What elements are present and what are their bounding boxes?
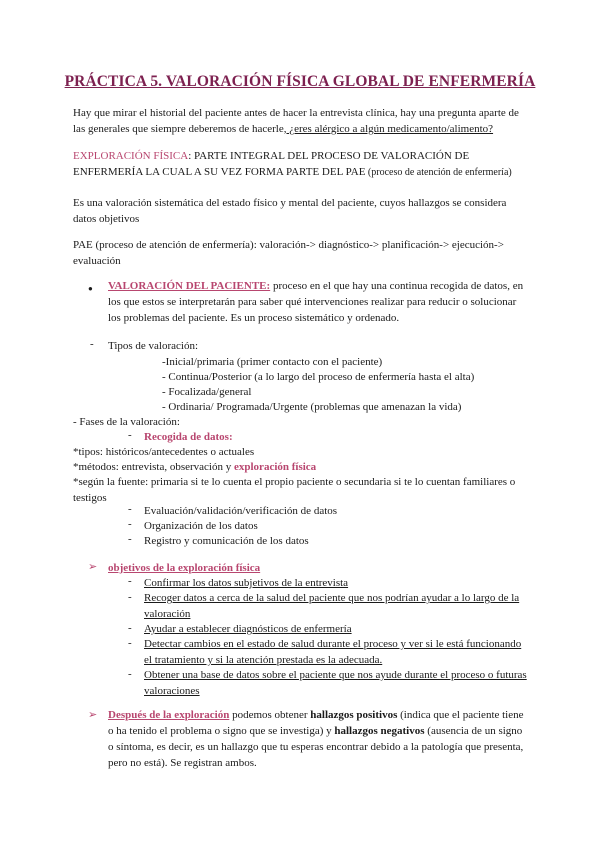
bullet-dash: - bbox=[128, 518, 132, 530]
bullet-dash: - bbox=[128, 429, 132, 441]
objetivo-item: Obtener una base de datos sobre el paciente que nos ayude durante el proceso o futuras valoraciones bbox=[144, 669, 527, 697]
tipos-item: - Ordinaria/ Programada/Urgente (problemas que amenazan la vida) bbox=[162, 401, 462, 413]
bullet-dash: - bbox=[128, 591, 132, 603]
bullet-dot: ● bbox=[88, 284, 93, 293]
tipos-heading: Tipos de valoración: bbox=[108, 340, 199, 352]
tipos-item: - Focalizada/general bbox=[162, 386, 252, 398]
despues-t1: podemos obtener bbox=[229, 709, 311, 721]
objetivo-item: Detectar cambios en el estado de salud durante el proceso y ver si le está funcionando el tratamiento y si la atención prestada es la adecuada. bbox=[144, 638, 522, 666]
pae-paragraph: PAE (proceso de atención de enfermería): valoración-> diagnóstico-> planificación-> ejecución-> evaluación bbox=[73, 239, 504, 267]
bullet-dash: - bbox=[90, 338, 94, 350]
objetivo-item: Recoger datos a cerca de la salud del paciente que nos podrían ayudar a lo largo de la valoración bbox=[144, 592, 520, 620]
metodos-line bbox=[73, 459, 316, 475]
fuente-line: *según la fuente: primaria si te lo cuenta el propio paciente o secundaria si te lo cuentan familiares o testigos bbox=[73, 476, 516, 504]
recogida-label: Recogida de datos: bbox=[144, 431, 233, 443]
metodos-text: *métodos: entrevista, observación y bbox=[73, 461, 234, 473]
bullet-dash: - bbox=[128, 533, 132, 545]
despues-label: Después de la exploración bbox=[108, 709, 230, 721]
arrow-icon: ➢ bbox=[88, 561, 98, 573]
despues-t3: (ausencia de un signo o síntoma, es decir, es un hallazgo que tu esperas encontrar debido a la patología que presenta, pero no está). Se registran ambos. bbox=[108, 725, 524, 769]
bullet-dash: - bbox=[128, 575, 132, 587]
hallazgos-negativos: hallazgos negativos bbox=[334, 725, 425, 737]
bullet-dash: - bbox=[128, 503, 132, 515]
bullet-dash: - bbox=[128, 637, 132, 649]
intro-paragraph bbox=[73, 105, 528, 137]
exploracion-paren: (proceso de atención de enfermería) bbox=[365, 167, 512, 178]
objetivo-item: Confirmar los datos subjetivos de la entrevista bbox=[144, 577, 349, 589]
intro-question: ¿eres alérgico a algún medicamento/alimento? bbox=[286, 123, 494, 135]
fases-item: Organización de los datos bbox=[144, 520, 258, 532]
fases-heading: - Fases de la valoración: bbox=[73, 416, 180, 428]
page-title: PRÁCTICA 5. VALORACIÓN FÍSICA GLOBAL DE ENFERMERÍA bbox=[64, 73, 536, 90]
exploracion-caps: : PARTE INTEGRAL DEL PROCESO DE VALORACIÓN DE ENFERMERÍA LA CUAL A SU VEZ FORMA PARTE DEL PAE bbox=[73, 150, 470, 178]
objetivo-item: Ayudar a establecer diagnósticos de enfermería bbox=[144, 623, 352, 635]
objetivos-label: objetivos de la exploración física bbox=[108, 562, 261, 574]
fases-item: Registro y comunicación de los datos bbox=[144, 535, 309, 547]
valoracion-text: proceso en el que hay una continua recogida de datos, en los que estos se interpretarán para saber qué intervenciones realizar para reducir o solucionar los problemas del paciente. Es un proceso sistemático y ordenado. bbox=[108, 280, 524, 324]
arrow-icon: ➢ bbox=[88, 709, 98, 721]
bullet-dash: - bbox=[128, 668, 132, 680]
hallazgos-positivos: hallazgos positivos bbox=[310, 709, 398, 721]
valoracion-label: VALORACIÓN DEL PACIENTE: bbox=[108, 280, 271, 292]
despues-paragraph bbox=[108, 707, 528, 771]
bullet-dash: - bbox=[128, 622, 132, 634]
tipos-item: - Continua/Posterior (a lo largo del proceso de enfermería hasta el alta) bbox=[162, 371, 475, 383]
exploracion-desc: Es una valoración sistemática del estado físico y mental del paciente, cuyos hallazgos se considera datos objetivos bbox=[73, 197, 507, 225]
fases-item: Evaluación/validación/verificación de datos bbox=[144, 505, 338, 517]
intro-text: Hay que mirar el historial del paciente antes de hacer la entrevista clínica, hay una pregunta aparte de las generales que siempre deberemos de hacerle, bbox=[73, 107, 519, 135]
tipos-line: *tipos: históricos/antecedentes o actuales bbox=[73, 446, 255, 458]
exploracion-label: EXPLORACIÓN FÍSICA bbox=[73, 150, 189, 162]
tipos-item: -Inicial/primaria (primer contacto con el paciente) bbox=[162, 356, 383, 368]
exploracion-paragraph bbox=[73, 148, 528, 181]
despues-t2: (indica que el paciente tiene o ha tenido el problema o signo que se investiga) y bbox=[108, 709, 524, 737]
metodos-pink: exploración física bbox=[234, 461, 317, 473]
valoracion-paragraph bbox=[108, 278, 528, 326]
